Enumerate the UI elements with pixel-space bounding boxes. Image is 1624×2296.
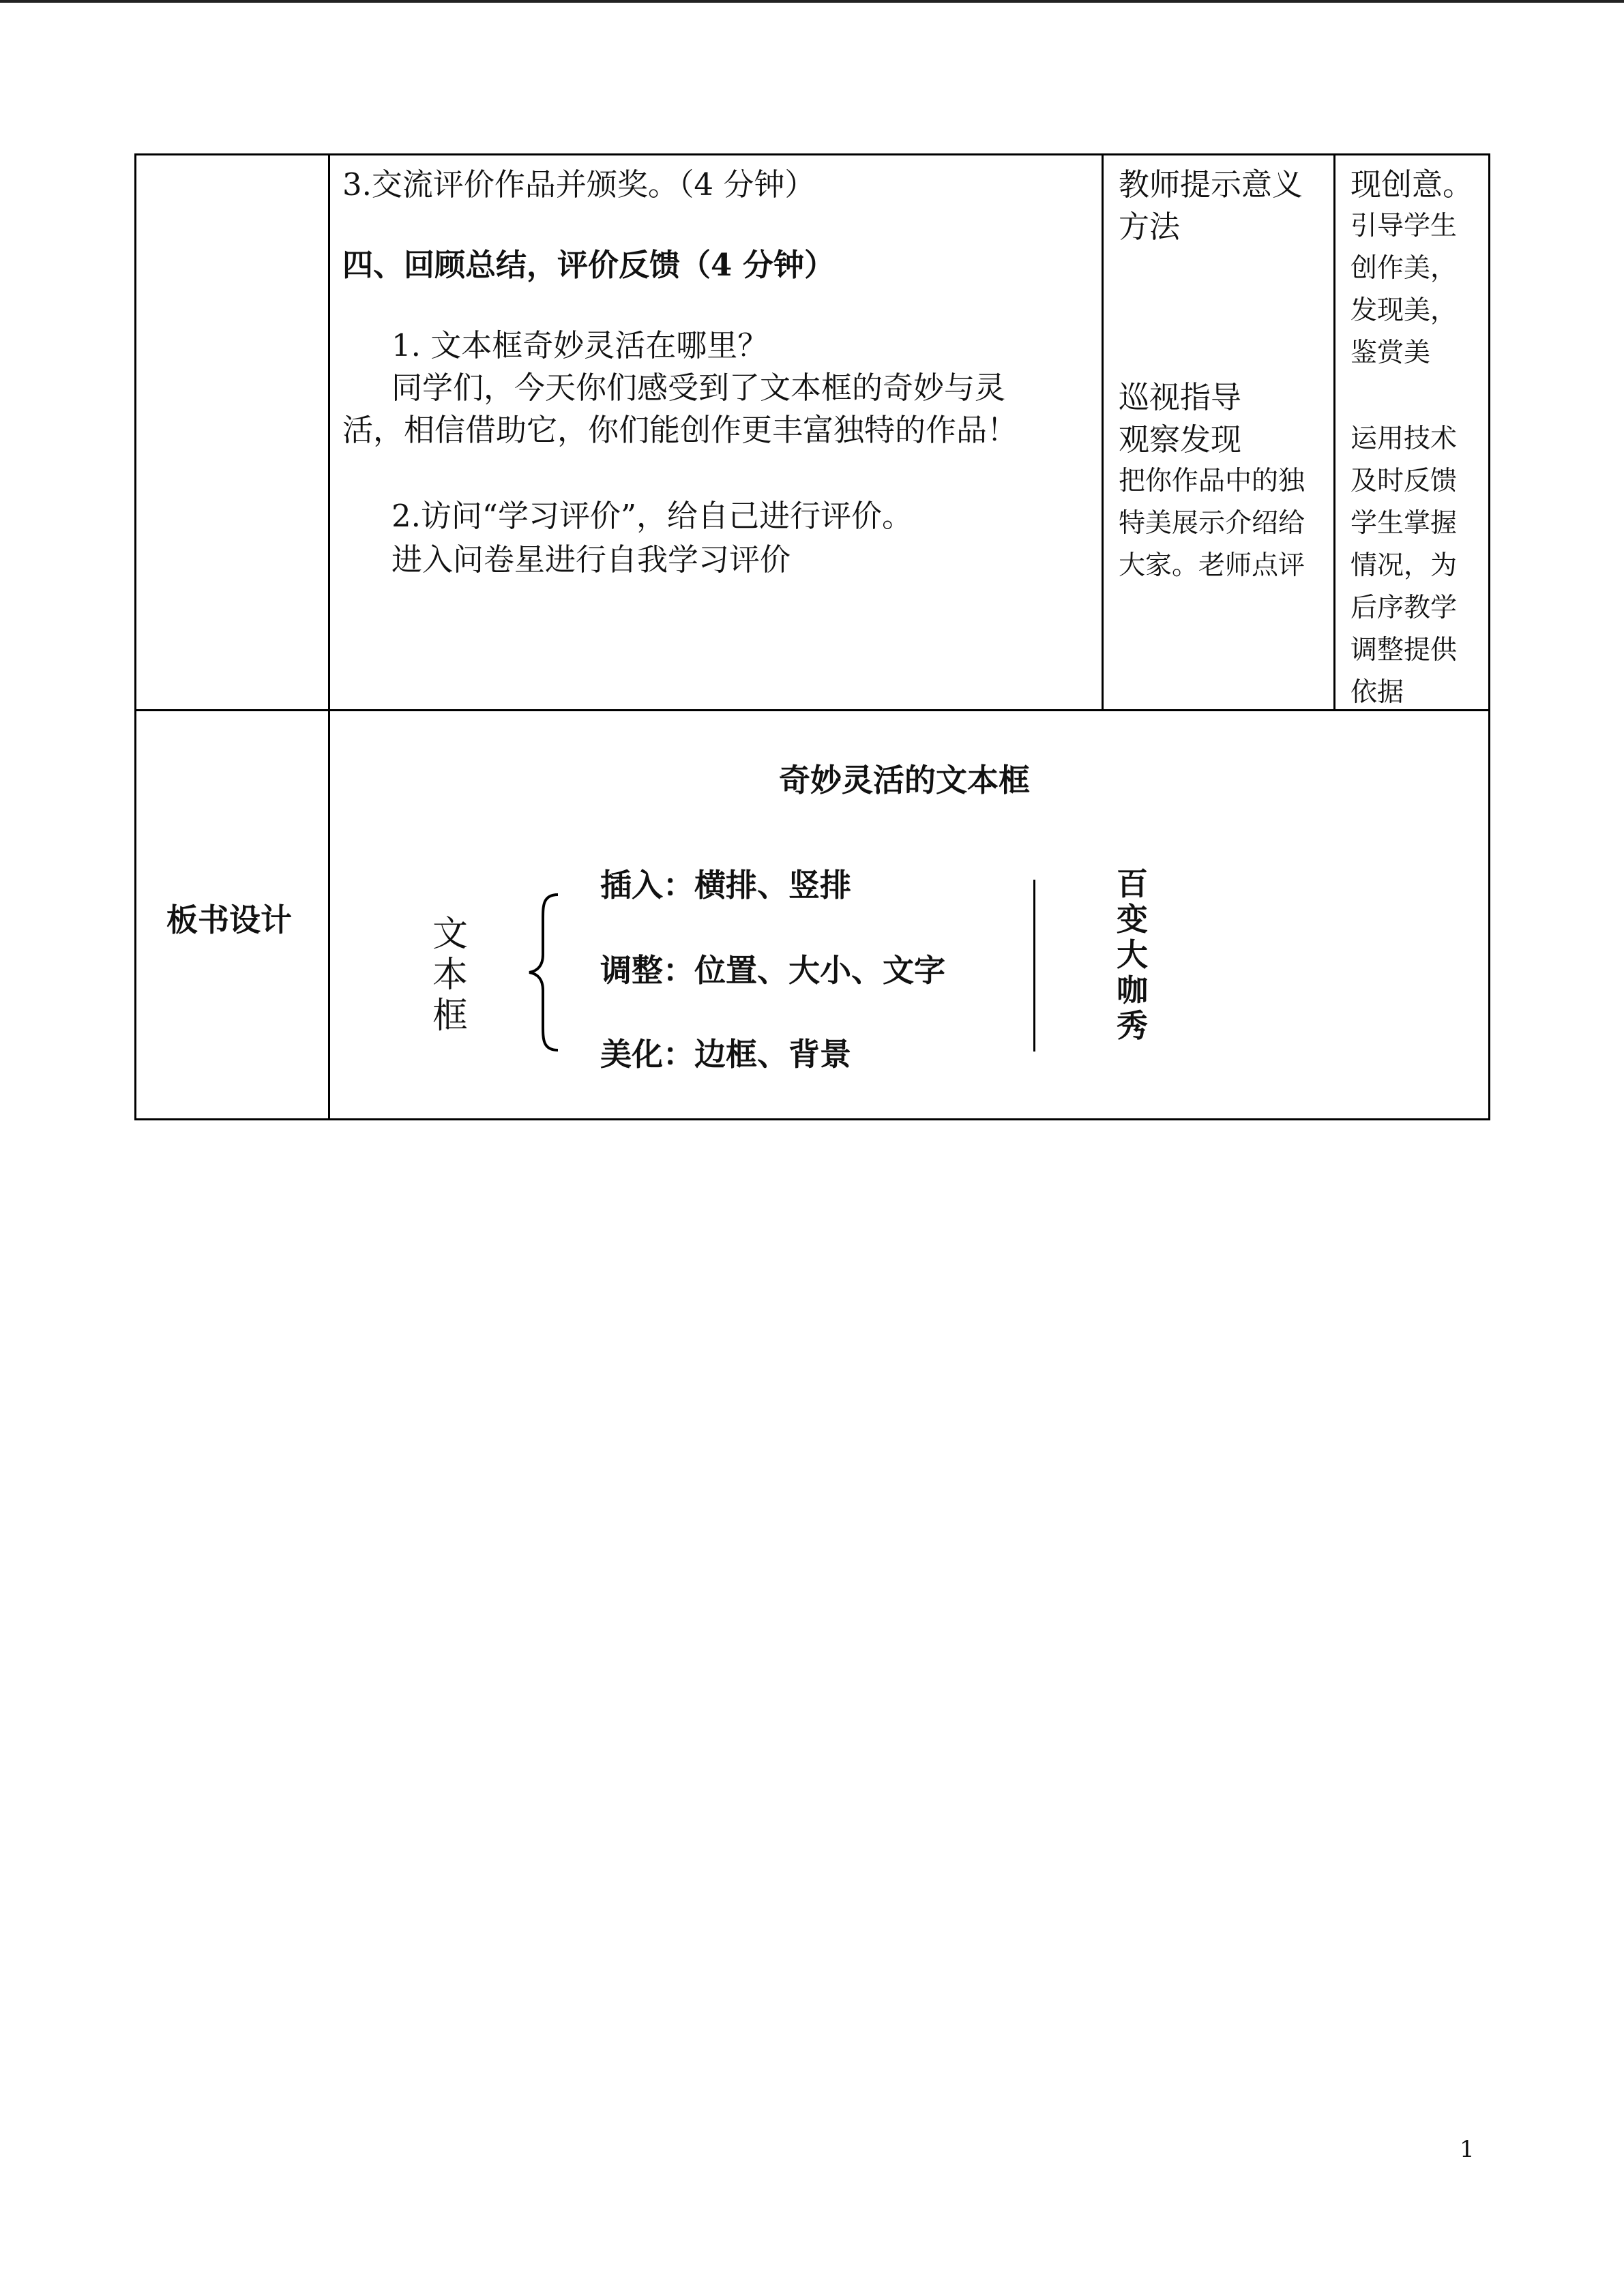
intent-line-11: 调整提供 [1350,635,1458,666]
board-right-char: 大 [1117,936,1148,973]
intent-line-4: 发现美， [1350,295,1458,326]
activity-exchange-line: 3.交流评价作品并颁奖。（4 分钟） [342,166,816,203]
teacher-line-3: 巡视指导 [1119,379,1242,415]
board-item-adjust: 调整：位置、大小、文字 [600,952,945,989]
teacher-line-5: 把你作品中的独 [1119,466,1305,496]
section-heading: 四、回顾总结，评价反馈（4 分钟） [342,247,835,283]
teacher-line-4: 观察发现 [1119,421,1242,458]
board-right-char: 百 [1117,865,1148,902]
intent-line-12: 依据 [1350,677,1404,708]
intent-line-1: 现创意。 [1350,166,1474,203]
table-bottom-border [134,1118,1490,1120]
board-right-char: 秀 [1117,1007,1148,1044]
board-left-char: 框 [432,996,468,1037]
intent-line-8: 学生掌握 [1350,508,1458,539]
board-left-char: 本 [432,955,468,996]
intent-line-7: 及时反馈 [1350,466,1458,496]
board-right-vertical-text [1113,866,1151,1043]
board-title: 奇妙灵活的文本框 [779,762,1030,799]
teacher-line-7: 大家。老师点评 [1119,550,1305,581]
board-right-char: 咖 [1117,972,1148,1009]
question-2: 2.访问“学习评价”，给自己进行评价。 [392,498,913,534]
board-item-beautify: 美化：边框、背景 [600,1036,851,1073]
board-right-char: 变 [1117,901,1148,938]
table-col-divider-2 [1102,153,1104,711]
board-item-insert: 插入：横排、竖排 [600,867,851,904]
question-1: 1. 文本框奇妙灵活在哪里？ [392,327,769,363]
table-right-border [1488,153,1490,1120]
board-design-label: 板书设计 [166,901,292,938]
table-col-divider-1 [328,153,330,1120]
teacher-line-2: 方法 [1119,209,1181,245]
table-row-divider [134,709,1490,711]
question-1-body-line2: 活，相信借助它，你们能创作更丰富独特的作品！ [342,412,1018,448]
teacher-line-6: 特美展示介绍给 [1119,508,1305,539]
intent-line-3: 创作美， [1350,253,1458,284]
board-left-char: 文 [432,914,468,955]
table-col-divider-3 [1333,153,1335,711]
intent-line-2: 引导学生 [1350,211,1458,241]
board-left-vertical-text [431,914,469,1037]
curly-brace [525,892,566,1053]
page-top-border [0,0,1624,3]
board-vertical-divider [1033,880,1035,1052]
table-left-border [134,153,136,1120]
intent-line-10: 后序教学 [1350,593,1458,623]
question-1-body-line1: 同学们，今天你们感受到了文本框的奇妙与灵 [392,370,1006,406]
question-2-body: 进入问卷星进行自我学习评价 [392,541,791,578]
intent-line-6: 运用技术 [1350,423,1458,454]
table-top-border [134,153,1490,155]
teacher-line-1: 教师提示意义 [1119,166,1303,203]
intent-line-5: 鉴赏美 [1350,338,1431,368]
intent-line-9: 情况，为 [1350,550,1458,581]
page-number: 1 [1460,2136,1475,2163]
